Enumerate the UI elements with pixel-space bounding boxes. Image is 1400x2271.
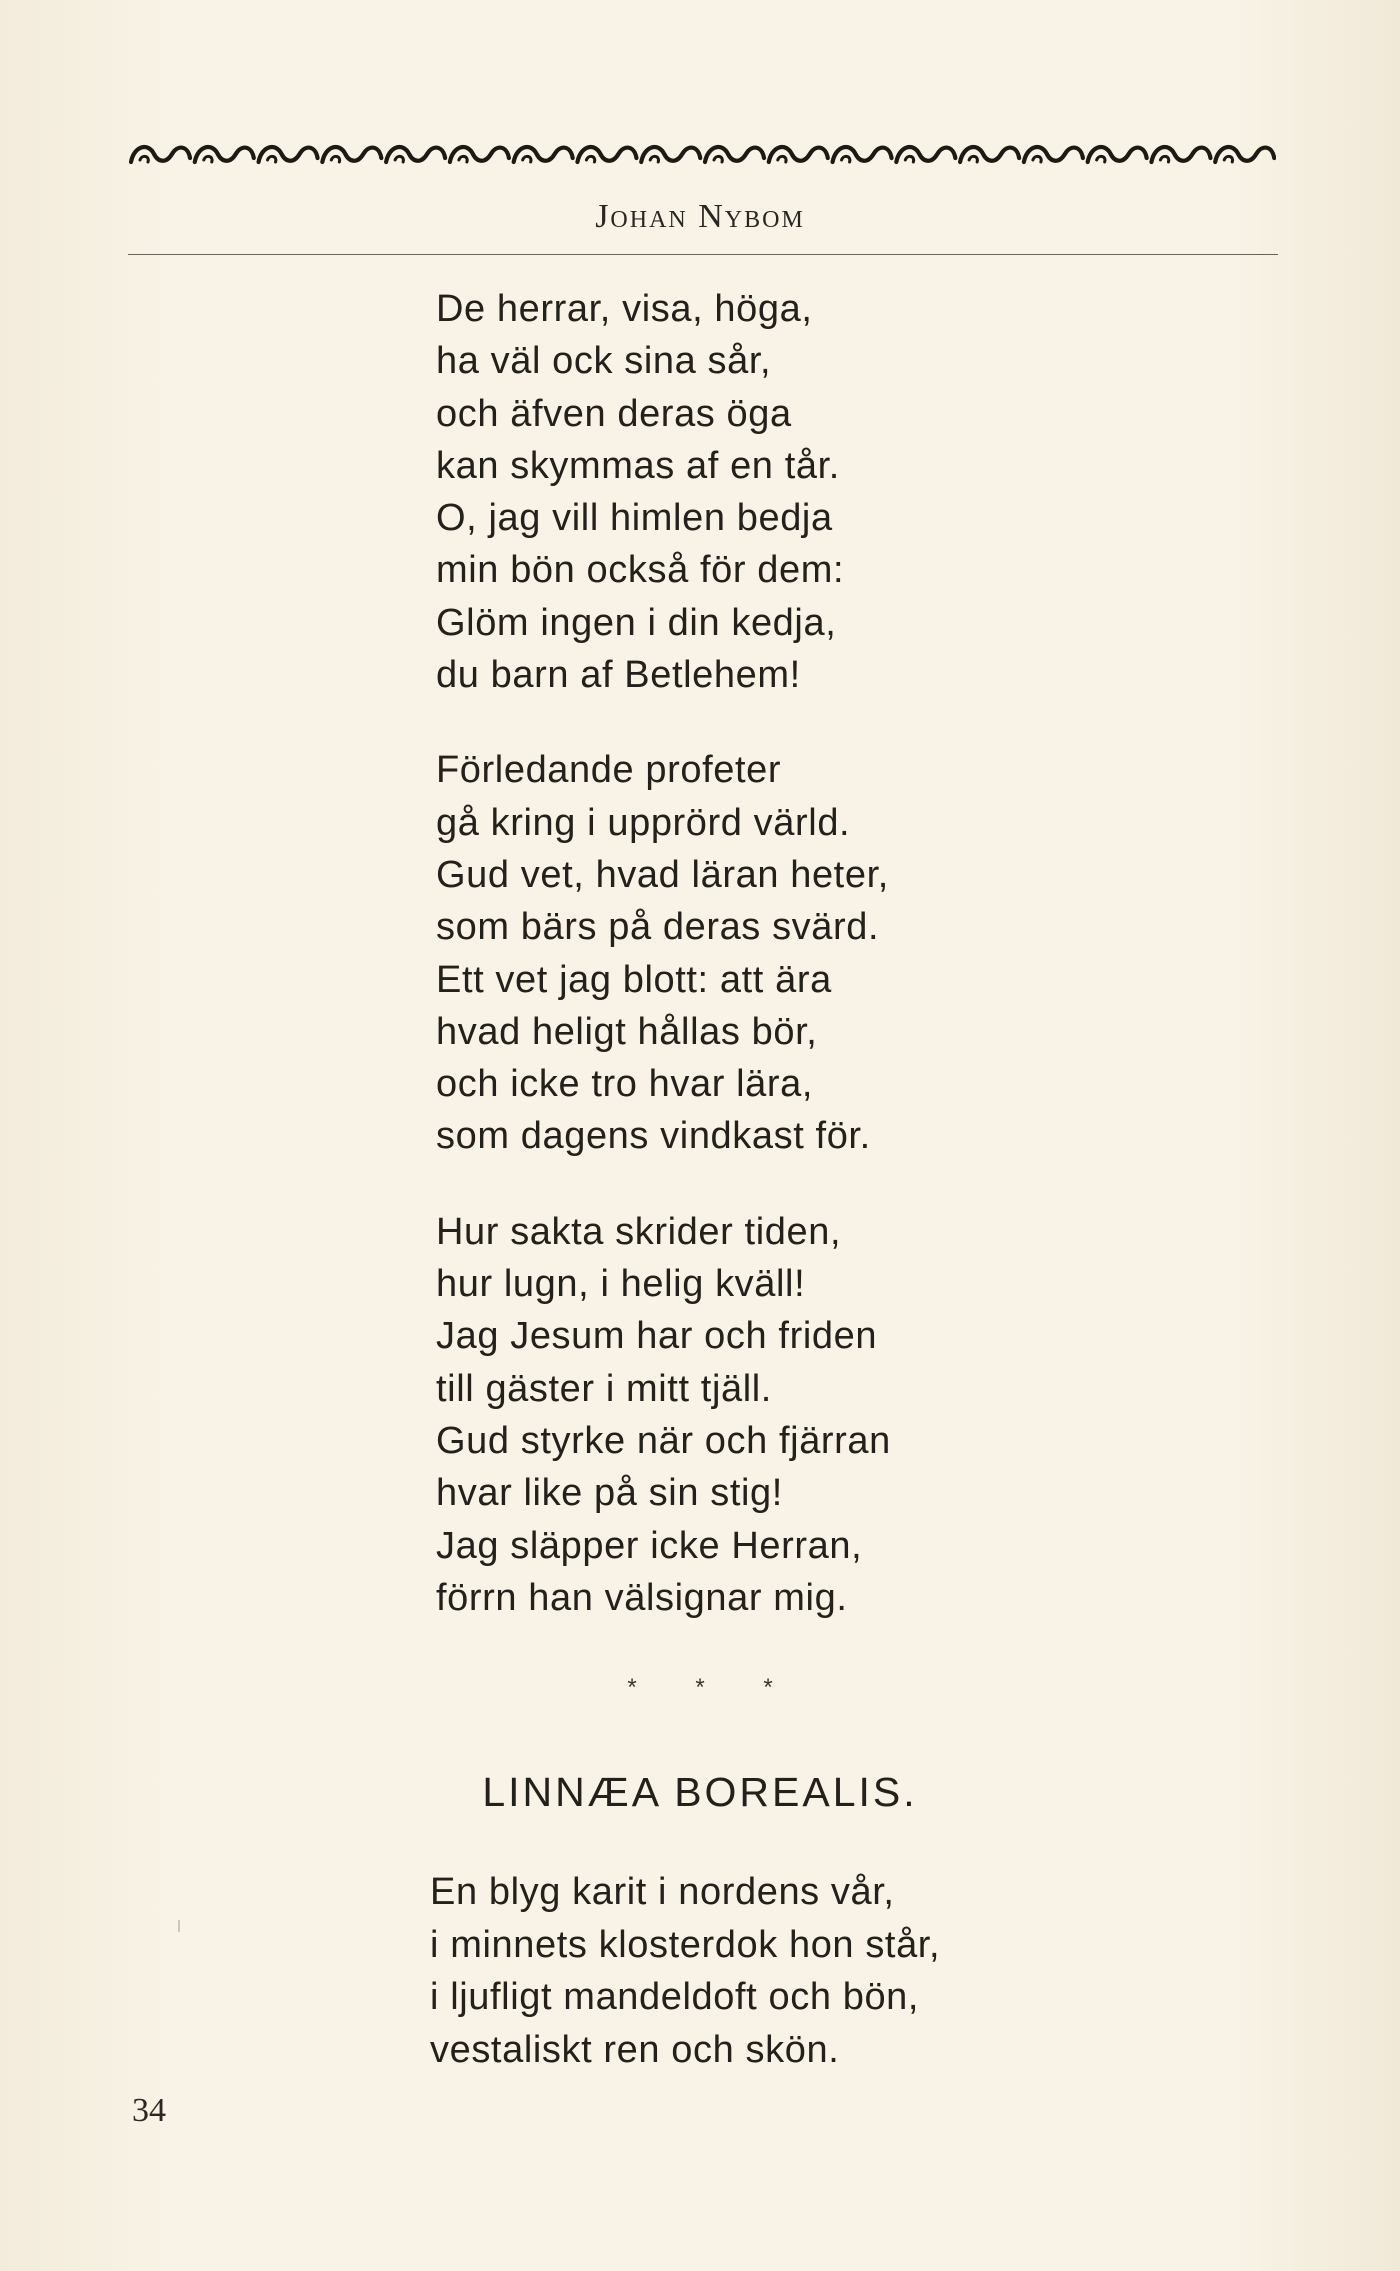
ornament-curl [459, 156, 467, 162]
poem-line: Glöm ingen i din kedja, [436, 601, 837, 644]
poem-line: hur lugn, i helig kväll! [436, 1263, 806, 1306]
poem-line: och icke tro hvar lära, [436, 1063, 814, 1106]
poem-line: Gud vet, hvad läran heter, [436, 853, 889, 896]
ornament-curl [778, 156, 786, 162]
section-separator-stars [0, 1674, 1400, 1702]
ornament-curl [1033, 156, 1041, 162]
stanza [436, 744, 891, 1162]
running-head-author: Johan Nybom [595, 198, 805, 235]
poem-line: En blyg karit i nordens vår, [430, 1871, 895, 1913]
poem-line: i minnets klosterdok hon står, [430, 1923, 941, 1966]
poem-line: och äfven deras öga [436, 392, 792, 435]
ornament-curl [1224, 156, 1232, 162]
ornament-curl [523, 156, 531, 162]
poem-line: ha väl ock sina sår, [436, 340, 772, 383]
ornament-curl [395, 156, 403, 162]
poem-line: Jag Jesum har och friden [436, 1315, 878, 1358]
poem-line: Förledande profeter [436, 749, 782, 792]
ornament-curl [1160, 156, 1168, 162]
poem-line: Jag släpper icke Herran, [436, 1524, 863, 1567]
paper-speck [178, 1920, 180, 1932]
ornament-curl [331, 156, 339, 162]
poem-line: Hur sakta skrider tiden, [436, 1210, 842, 1253]
separator-star: * [695, 1674, 705, 1701]
poem-line: vestaliskt ren och skön. [430, 2028, 840, 2071]
ornament-curl [204, 156, 212, 162]
poem [436, 283, 891, 1667]
poem-line: hvad heligt hållas bör, [436, 1010, 818, 1053]
poem-line: min bön också för dem: [436, 549, 845, 592]
ornament-curl [1097, 156, 1105, 162]
ornament-curl [905, 156, 913, 162]
stanza [436, 283, 891, 701]
poem-line: Gud styrke när och fjärran [436, 1419, 891, 1462]
poem-line: kan skymmas af en tår. [436, 444, 840, 487]
poem-linnaea [430, 1866, 940, 2076]
poem-line: som bärs på deras svärd. [436, 906, 880, 949]
ornament-curl [969, 156, 977, 162]
page-number: 34 [132, 2092, 166, 2129]
ornament-curl [650, 156, 658, 162]
stanza [436, 1206, 891, 1624]
poem-line: Ett vet jag blott: att ära [436, 958, 832, 1001]
poem-line: till gäster i mitt tjäll. [436, 1367, 772, 1410]
poem-line: du barn af Betlehem! [436, 654, 801, 697]
decorative-border-ornament [128, 132, 1276, 178]
ornament-curl [714, 156, 722, 162]
poem-line: De herrar, visa, höga, [436, 288, 813, 330]
poem-line: som dagens vindkast för. [436, 1115, 871, 1158]
poem-line: förrn han välsignar mig. [436, 1576, 848, 1619]
poem-line: hvar like på sin stig! [436, 1472, 783, 1515]
poem-title: LINNÆA BOREALIS. [482, 1769, 918, 1815]
ornament-curl [842, 156, 850, 162]
poem-line: i ljufligt mandeldoft och bön, [430, 1976, 920, 2018]
separator-star: * [627, 1674, 637, 1701]
poem-line: gå kring i upprörd värld. [436, 801, 851, 844]
ornament-curl [268, 156, 276, 162]
ornament-curl [140, 156, 148, 162]
header-rule [128, 254, 1278, 255]
ornament-curl [586, 156, 594, 162]
separator-star: * [763, 1674, 773, 1701]
poem-line: O, jag vill himlen bedja [436, 497, 833, 540]
